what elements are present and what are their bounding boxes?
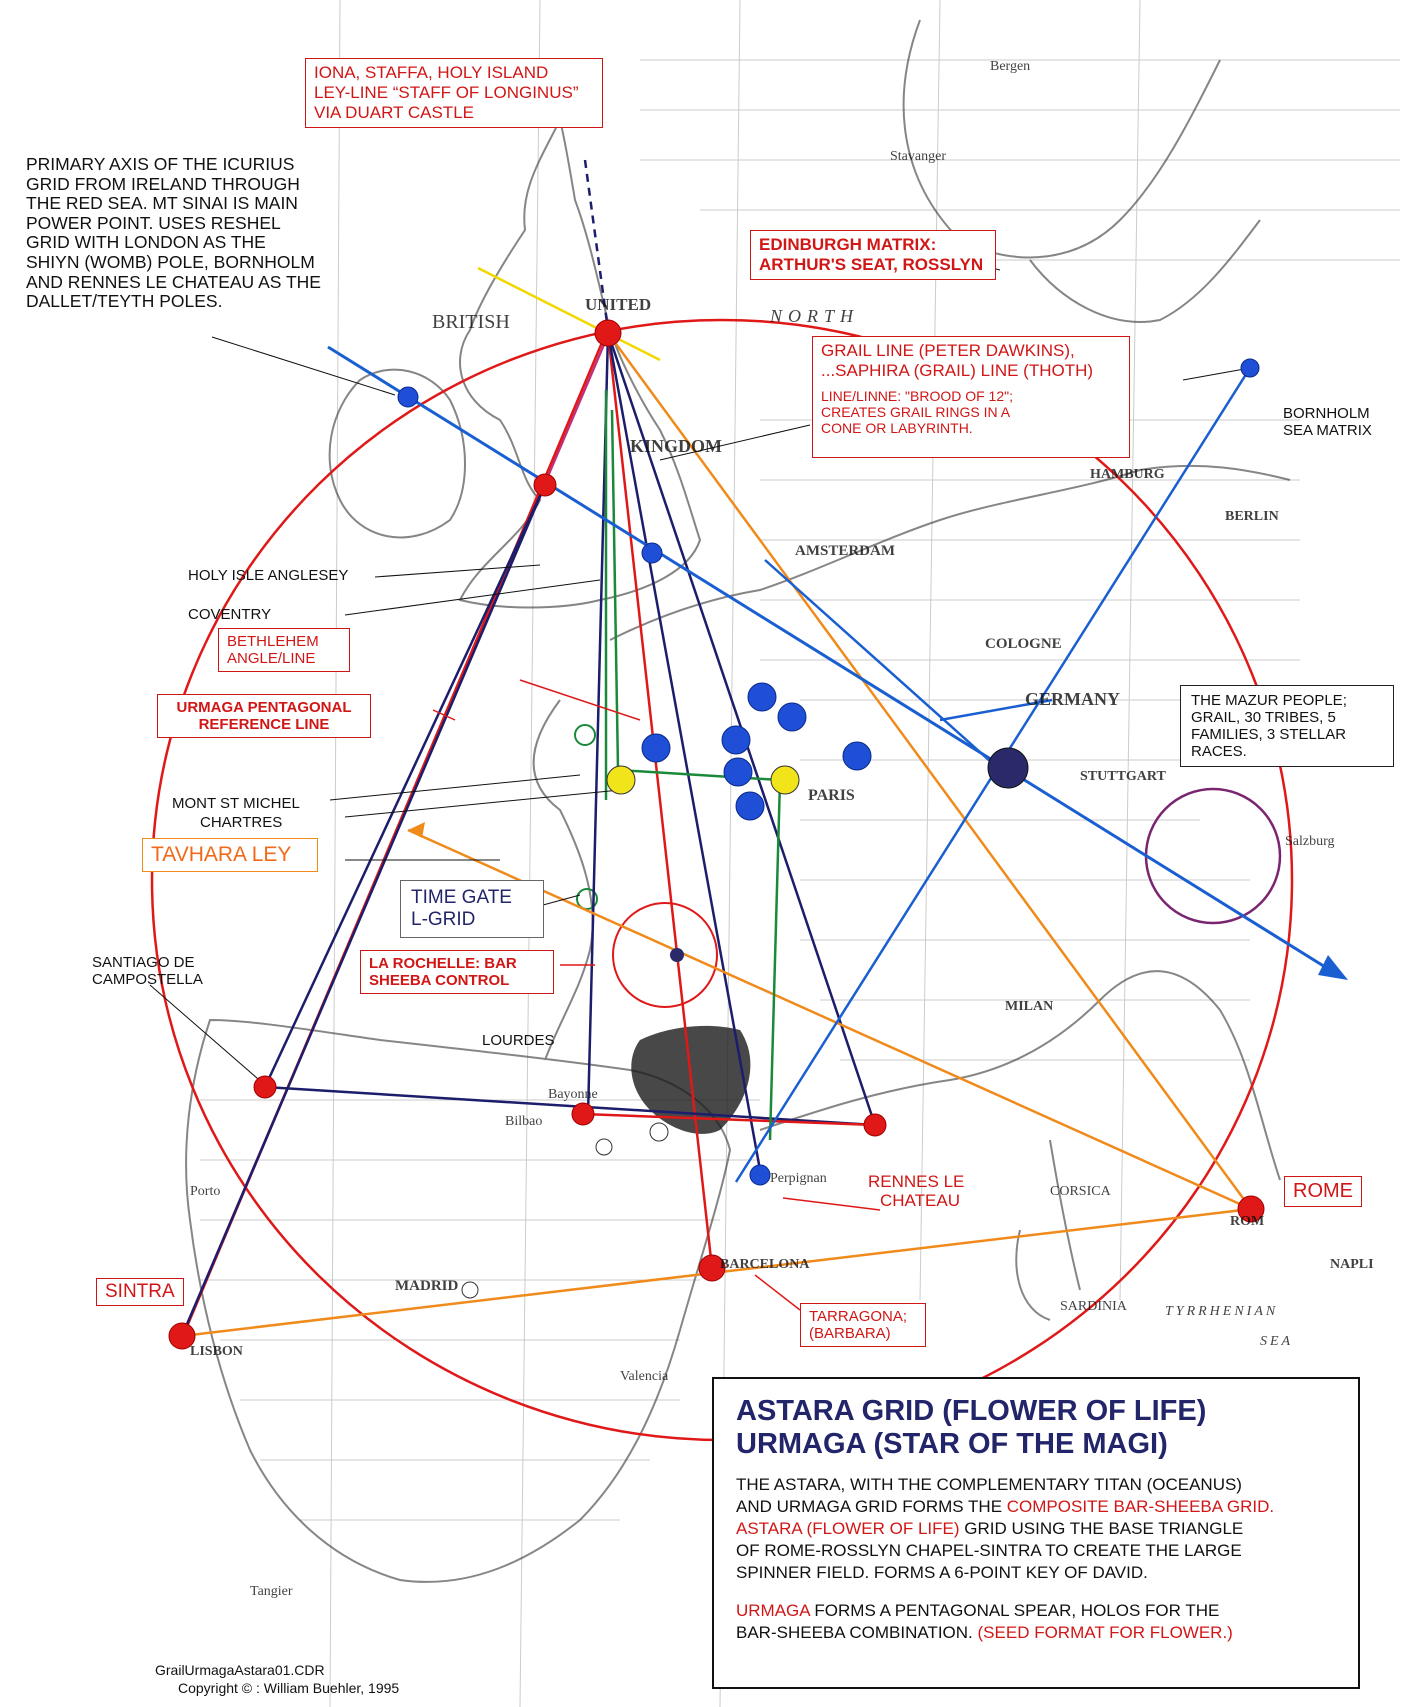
legend-p2-a: ASTARA (FLOWER OF LIFE) xyxy=(736,1518,960,1538)
point-blue-4 xyxy=(722,726,750,754)
rennes-le-chateau-label xyxy=(868,1172,964,1210)
lourdes-label: LOURDES xyxy=(482,1032,555,1049)
point-blue-ireland xyxy=(398,387,418,407)
time-gate-line-2: L-GRID xyxy=(411,909,476,930)
point-bornholm xyxy=(1241,359,1259,377)
point-santiago xyxy=(254,1076,276,1098)
legend-title-2: URMAGA (STAR OF THE MAGI) xyxy=(736,1428,1168,1461)
map-label-porto: Porto xyxy=(190,1184,221,1199)
primary-axis-line-1: PRIMARY AXIS OF THE ICURIUS xyxy=(26,154,295,174)
map-label-rome-map: ROM xyxy=(1230,1214,1265,1229)
legend-paragraph-3 xyxy=(736,1600,1336,1644)
point-marseille xyxy=(864,1114,886,1136)
iona-line-3: VIA DUART CASTLE xyxy=(314,103,474,122)
map-label-berlin: BERLIN xyxy=(1225,509,1279,524)
map-label-barcelona: BARCELONA xyxy=(720,1257,810,1272)
sintra-label xyxy=(96,1278,184,1306)
la-rochelle-line-2: SHEEBA CONTROL xyxy=(369,972,510,989)
point-blue-1 xyxy=(748,683,776,711)
map-label-lisbon: LISBON xyxy=(190,1344,243,1359)
point-blue-2 xyxy=(778,703,806,731)
rome-text: ROME xyxy=(1293,1180,1353,1202)
primary-axis-line-8: DALLET/TEYTH POLES. xyxy=(26,291,223,312)
primary-axis-line-7: AND RENNES LE CHATEAU AS THE xyxy=(26,271,321,292)
tavhara-ley-label xyxy=(142,838,318,872)
green-circle-jersey xyxy=(575,725,595,745)
bornholm-label xyxy=(1283,406,1372,440)
santiago-line-2: CAMPOSTELLA xyxy=(92,970,203,988)
munich-purple-circle xyxy=(1146,789,1280,923)
map-label-north: NORTH xyxy=(770,306,860,326)
map-label-stuttgart: STUTTGART xyxy=(1080,769,1166,784)
holy-isle-label: HOLY ISLE ANGLESEY xyxy=(188,567,349,584)
point-blue-6 xyxy=(843,742,871,770)
map-label-cologne: COLOGNE xyxy=(985,636,1062,652)
santiago-line-1: SANTIAGO DE xyxy=(92,954,195,971)
linne-line-1: LINE/LINNE: "BROOD OF 12"; xyxy=(821,388,1013,404)
point-blue-7 xyxy=(736,792,764,820)
rome-label xyxy=(1284,1176,1362,1207)
point-white-1 xyxy=(650,1123,668,1141)
primary-axis-line-4: POWER POINT. USES RESHEL xyxy=(26,212,281,233)
mazur-line-4: RACES. xyxy=(1191,743,1247,760)
edinburgh-line-2: ARTHUR'S SEAT, ROSSLYN xyxy=(759,255,984,274)
tarragona-line-1: TARRAGONA; xyxy=(809,1308,908,1325)
point-rennes-le-chateau xyxy=(750,1165,770,1185)
urmaga-ref-line-1: URMAGA PENTAGONAL xyxy=(176,699,352,716)
legend-p3-d: (SEED FORMAT FOR FLOWER.) xyxy=(977,1623,1233,1643)
map-label-milan: MILAN xyxy=(1005,999,1054,1014)
map-label-hamburg: HAMBURG xyxy=(1090,467,1165,482)
iona-line-1: IONA, STAFFA, HOLY ISLAND xyxy=(314,63,549,82)
map-label-corsica: CORSICA xyxy=(1050,1184,1111,1199)
time-gate-line-1: TIME GATE xyxy=(411,887,512,908)
tavhara-text: TAVHARA LEY xyxy=(151,843,292,866)
chartres-label: CHARTRES xyxy=(200,814,283,831)
time-gate-label xyxy=(400,880,544,938)
primary-axis-label xyxy=(26,155,346,312)
legend-p2-c: OF ROME-ROSSLYN CHAPEL-SINTRA TO CREATE THE LARGE xyxy=(736,1540,1242,1560)
mazur-line-3: FAMILIES, 3 STELLAR xyxy=(1191,726,1347,743)
linne-line-3: CONE OR LABYRINTH. xyxy=(821,420,973,436)
la-rochelle-label xyxy=(360,950,554,994)
tarragona-line-2: (BARBARA) xyxy=(809,1325,891,1342)
point-rosslyn xyxy=(595,320,621,346)
map-label-bayonne: Bayonne xyxy=(548,1087,598,1102)
map-label-sardinia: SARDINIA xyxy=(1060,1299,1127,1314)
grail-line-label xyxy=(812,336,1130,458)
mont-st-michel-label: MONT ST MICHEL xyxy=(172,795,300,812)
primary-axis-line-3: THE RED SEA. MT SINAI IS MAIN xyxy=(26,193,298,214)
la-rochelle-circle xyxy=(613,903,717,1007)
urmaga-reference-label xyxy=(157,694,371,738)
map-label-bergen: Bergen xyxy=(990,59,1031,74)
legend-box xyxy=(712,1377,1360,1689)
map-label-united: UNITED xyxy=(585,295,652,314)
linne-line-2: CREATES GRAIL RINGS IN A xyxy=(821,404,1011,420)
footer-copyright: Copyright © : William Buehler, 1995 xyxy=(178,1680,400,1696)
point-anglesey xyxy=(534,474,556,496)
legend-p2-d: SPINNER FIELD. FORMS A 6-POINT KEY OF DAVID. xyxy=(736,1563,1148,1583)
bethlehem-line-2: ANGLE/LINE xyxy=(227,650,316,667)
point-yellow-mont-st-michel xyxy=(607,766,635,794)
legend-p2-b: GRID USING THE BASE TRIANGLE xyxy=(959,1518,1244,1538)
point-blue-coventry xyxy=(642,543,662,563)
map-label-valencia: Valencia xyxy=(620,1369,669,1384)
map-label-perpignan: Perpignan xyxy=(770,1171,827,1186)
tarragona-label xyxy=(800,1303,926,1347)
bornholm-line-2: SEA MATRIX xyxy=(1283,421,1372,439)
point-blue-5 xyxy=(724,758,752,786)
grail-line-2: ...SAPHIRA (GRAIL) LINE (THOTH) xyxy=(821,361,1094,380)
legend-p1-c: COMPOSITE BAR-SHEEBA GRID. xyxy=(1006,1496,1275,1516)
map-label-sea: SEA xyxy=(1260,1334,1294,1349)
point-yellow-paris xyxy=(771,766,799,794)
point-white-3 xyxy=(596,1139,612,1155)
map-label-madrid: MADRID xyxy=(395,1278,459,1294)
map-label-bilbao: Bilbao xyxy=(505,1114,543,1129)
map-label-kingdom: KINGDOM xyxy=(630,436,722,456)
rennes-line-1: RENNES LE xyxy=(868,1172,965,1191)
map-label-napoli: NAPLI xyxy=(1330,1257,1374,1272)
mazur-people-label xyxy=(1180,685,1394,767)
urmaga-ref-line-2: REFERENCE LINE xyxy=(198,716,330,733)
map-label-tangier: Tangier xyxy=(250,1584,293,1599)
mazur-line-1: THE MAZUR PEOPLE; xyxy=(1191,692,1347,709)
footer-filename: GrailUrmagaAstara01.CDR xyxy=(155,1662,325,1678)
map-label-tyrrhenian: TYRRHENIAN xyxy=(1165,1304,1279,1319)
legend-p3-c: BAR-SHEEBA COMBINATION. xyxy=(736,1623,978,1643)
sintra-text: SINTRA xyxy=(105,1281,175,1302)
legend-p3-a: URMAGA xyxy=(736,1601,810,1621)
mazur-line-2: GRAIL, 30 TRIBES, 5 xyxy=(1191,709,1336,726)
map-label-germany: GERMANY xyxy=(1025,689,1120,709)
bethlehem-label xyxy=(218,628,350,672)
bornholm-line-1: BORNHOLM xyxy=(1283,405,1370,422)
primary-axis-line-5: GRID WITH LONDON AS THE xyxy=(26,232,266,253)
iona-ley-line-label xyxy=(305,58,603,128)
map-place-names xyxy=(190,59,1374,1599)
map-label-amsterdam: AMSTERDAM xyxy=(795,543,895,559)
coventry-label: COVENTRY xyxy=(188,606,272,623)
map-label-salzburg: Salzburg xyxy=(1285,834,1335,849)
point-blue-3 xyxy=(642,734,670,762)
primary-axis-line-6: SHIYN (WOMB) POLE, BORNHOLM xyxy=(26,251,315,272)
edinburgh-line-1: EDINBURGH MATRIX: xyxy=(759,235,937,254)
edinburgh-matrix-label xyxy=(750,230,996,280)
iona-line-2: LEY-LINE “STAFF OF LONGINUS” xyxy=(314,83,579,102)
point-bayonne xyxy=(572,1103,594,1125)
santiago-label xyxy=(92,955,203,989)
grail-line-1: GRAIL LINE (PETER DAWKINS), xyxy=(821,341,1075,360)
point-munich-matrix xyxy=(988,748,1028,788)
rennes-line-2: CHATEAU xyxy=(880,1191,960,1211)
primary-axis-line-2: GRID FROM IRELAND THROUGH xyxy=(26,173,300,194)
la-rochelle-line-1: LA ROCHELLE: BAR xyxy=(369,955,517,972)
legend-title-1: ASTARA GRID (FLOWER OF LIFE) xyxy=(736,1395,1207,1427)
legend-paragraph-1 xyxy=(736,1474,1336,1584)
legend-p1-b: AND URMAGA GRID FORMS THE xyxy=(736,1496,1007,1516)
map-label-british: BRITISH xyxy=(432,311,510,333)
point-la-rochelle xyxy=(670,948,684,962)
bethlehem-line-1: BETHLEHEM xyxy=(227,633,319,650)
map-label-paris: PARIS xyxy=(808,787,855,804)
map-label-stavanger: Stavanger xyxy=(890,149,946,164)
point-white-2 xyxy=(462,1282,478,1298)
legend-p3-b: FORMS A PENTAGONAL SPEAR, HOLOS FOR THE xyxy=(809,1601,1220,1621)
legend-p1-a: THE ASTARA, WITH THE COMPLEMENTARY TITAN (OCEANUS) xyxy=(736,1474,1242,1494)
